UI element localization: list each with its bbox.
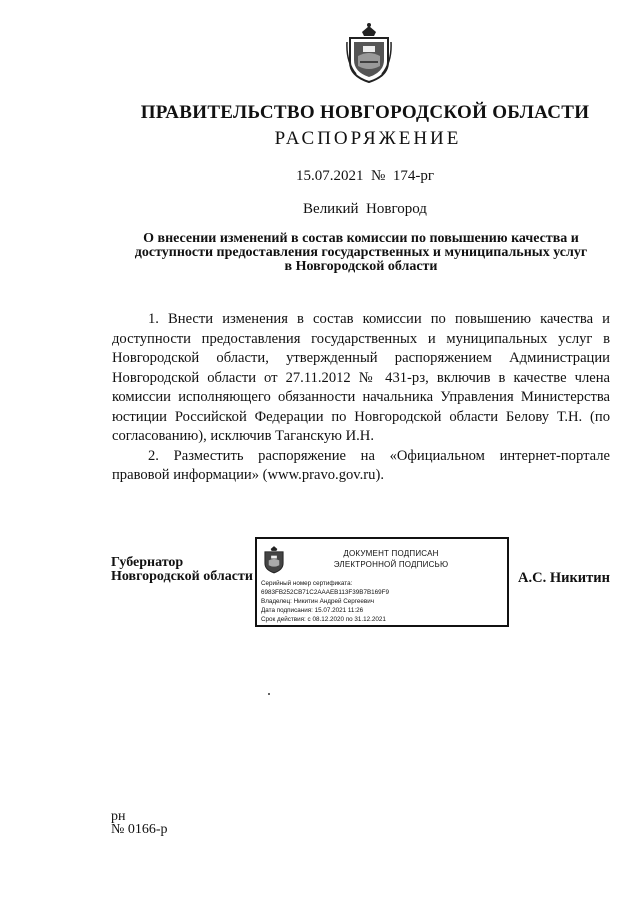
electronic-signature-stamp (255, 537, 509, 627)
subject-line: О внесении изменений в состав комиссии по повышению качества и (143, 231, 579, 246)
subject-line: в Новгородской области (284, 259, 438, 274)
stamp-coat-of-arms-icon (263, 544, 285, 574)
stamp-detail-line: 6983FB252CB71C2AAAEB113F39B7B169F9 (261, 589, 390, 596)
stray-mark (268, 693, 270, 695)
footer-initials: рн (111, 809, 126, 824)
coat-of-arms-icon (346, 22, 392, 84)
organization-title: ПРАВИТЕЛЬСТВО НОВГОРОДСКОЙ ОБЛАСТИ (140, 102, 590, 123)
signatory-title (111, 556, 253, 584)
stamp-heading-line: ДОКУМЕНТ ПОДПИСАН (343, 549, 439, 558)
subject-line: доступности предоставления государственных и муниципальных услуг (134, 245, 588, 260)
signatory-name: А.С. Никитин (518, 570, 610, 586)
paragraph-1: 1. Внести изменения в состав комиссии по повышению качества и доступности предоставления государственных и муниципальных услуг в Новгородской области, утвержденный распоряжением Администрации Новгородской области от 27.11.2012 № 431-рз, включив в качестве члена комиссии исполняющего обязанности начальника Управления Министерства юстиции Российской Федерации по Новгородской области Белову Т.Н. (по согласованию), исключив Таганскую И.Н. (112, 311, 610, 444)
signatory-title-line: Новгородской области (111, 569, 253, 584)
stamp-detail-line: Дата подписания: 15.07.2021 11:26 (261, 607, 364, 614)
paragraph-2: 2. Разместить распоряжение на «Официальном интернет-портале правовой информации» (www.pravo.gov.ru). (112, 447, 610, 483)
signatory-title-line: Губернатор (111, 555, 184, 570)
stamp-detail-line: Владелец: Никитин Андрей Сергеевич (261, 598, 375, 605)
document-type: РАСПОРЯЖЕНИЕ (274, 128, 462, 149)
stamp-details (261, 579, 507, 624)
footer-reference (111, 810, 168, 836)
stamp-heading (291, 548, 491, 570)
stamp-heading-line: ЭЛЕКТРОННОЙ ПОДПИСЬЮ (333, 560, 449, 569)
document-subject (112, 232, 610, 274)
document-body (112, 310, 610, 486)
footer-number: № 0166-р (111, 822, 168, 837)
stamp-detail-line: Срок действия: с 08.12.2020 по 31.12.2021 (261, 616, 386, 623)
date-and-number: 15.07.2021 № 174-рг (296, 168, 434, 184)
stamp-detail-line: Серийный номер сертификата: (261, 580, 353, 587)
city: Великий Новгород (303, 201, 427, 217)
